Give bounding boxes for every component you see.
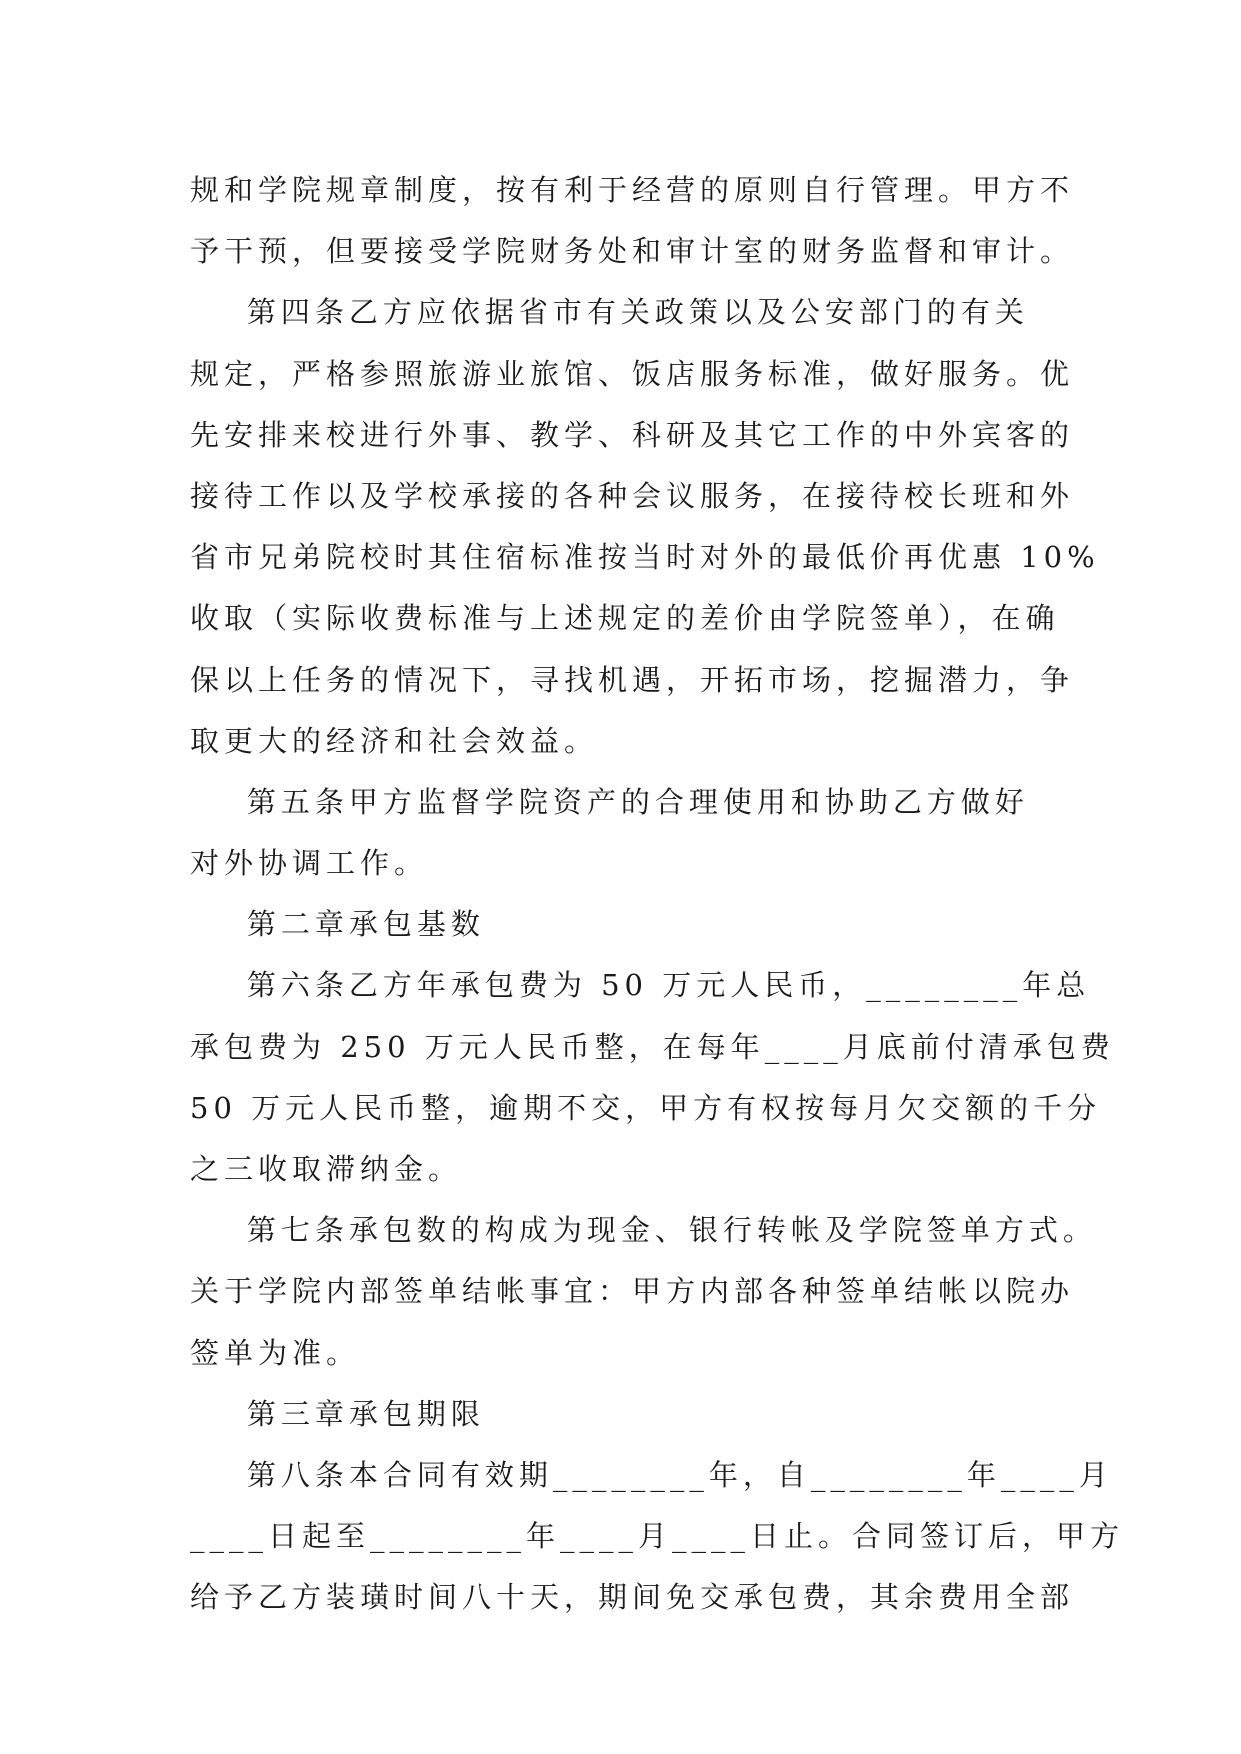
text-line: 第八条本合同有效期________年，自________年____月 xyxy=(190,1457,1113,1492)
text-line: 收取（实际收费标准与上述规定的差价由学院签单），在确 xyxy=(190,601,1060,636)
text-line: 给予乙方装璜时间八十天，期间免交承包费，其余费用全部 xyxy=(190,1580,1075,1615)
text-line: 关于学院内部签单结帐事宜：甲方内部各种签单结帐以院办 xyxy=(190,1274,1075,1309)
text-line: 保以上任务的情况下，寻找机遇，开拓市场，挖掘潜力，争 xyxy=(190,662,1075,697)
text-line: 接待工作以及学校承接的各种会议服务，在接待校长班和外 xyxy=(190,478,1075,513)
chapter-heading: 第三章承包期限 xyxy=(190,1396,485,1431)
text-line: 承包费为 250 万元人民币整，在每年____月底前付清承包费 xyxy=(190,1029,1115,1064)
text-line: 50 万元人民币整，逾期不交，甲方有权按每月欠交额的千分 xyxy=(190,1090,1102,1125)
text-line: 予干预，但要接受学院财务处和审计室的财务监督和审计。 xyxy=(190,234,1075,269)
text-line: 第七条承包数的构成为现金、银行转帐及学院签单方式。 xyxy=(190,1213,1097,1248)
text-line: 签单为准。 xyxy=(190,1335,361,1370)
text-line: 之三收取滞纳金。 xyxy=(190,1152,463,1186)
text-line: 取更大的经济和社会效益。 xyxy=(190,723,599,758)
chapter-heading: 第二章承包基数 xyxy=(190,907,485,942)
text-line: 第五条甲方监督学院资产的合理使用和协助乙方做好 xyxy=(190,784,1029,819)
text-line: 先安排来校进行外事、教学、科研及其它工作的中外宾客的 xyxy=(190,417,1075,452)
text-line: 省市兄弟院校时其住宿标准按当时对外的最低价再优惠 10% xyxy=(190,540,1100,575)
document-body xyxy=(190,160,1125,1629)
text-line: 第六条乙方年承包费为 50 万元人民币，________年总 xyxy=(190,968,1091,1003)
text-line: 规和学院规章制度，按有利于经营的原则自行管理。甲方不 xyxy=(190,173,1075,207)
text-line: 第四条乙方应依据省市有关政策以及公安部门的有关 xyxy=(190,295,1029,330)
text-line: 规定，严格参照旅游业旅馆、饭店服务标准，做好服务。优 xyxy=(190,356,1075,391)
text-line: ____日起至________年____月____日止。合同签订后，甲方 xyxy=(190,1519,1125,1554)
text-line: 对外协调工作。 xyxy=(190,846,429,881)
